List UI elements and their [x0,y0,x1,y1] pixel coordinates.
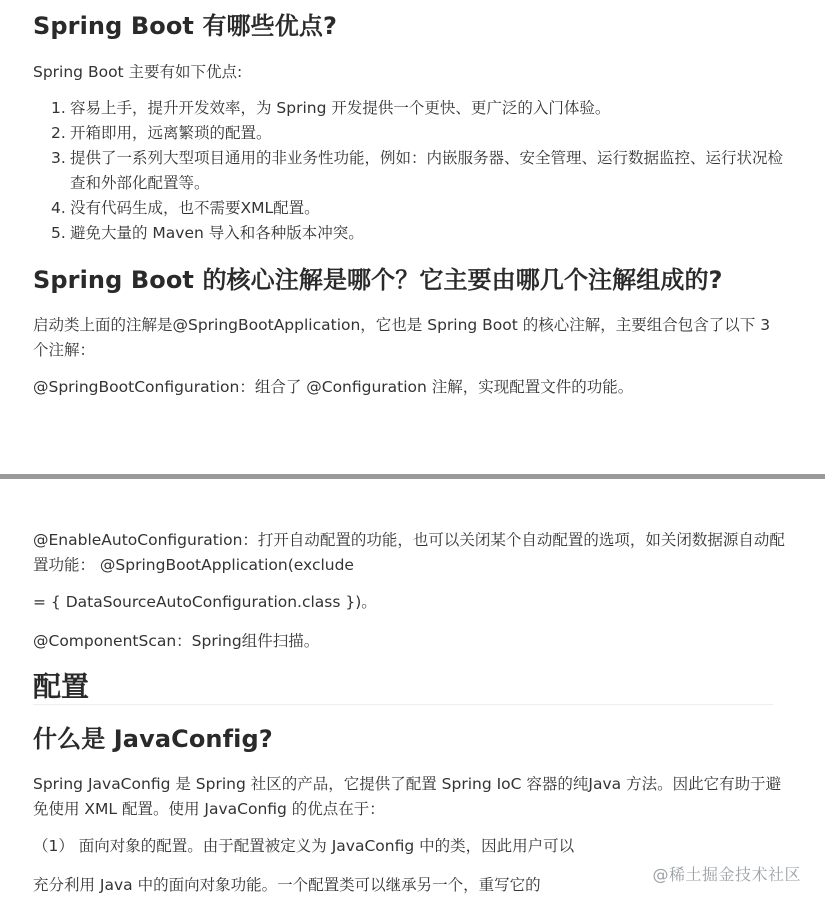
list-item: 2. 开箱即用，远离繁琐的配置。 [51,124,272,142]
advantages-intro: Spring Boot 主要有如下优点: [33,63,243,81]
enable-auto-configuration-continued: = { DataSourceAutoConfiguration.class })。 [33,593,377,611]
list-item: 4. 没有代码生成，也不需要XML配置。 [51,199,320,217]
enable-auto-configuration-text: @EnableAutoConfiguration：打开自动配置的功能，也可以关闭某个自动配置的选项，如关闭数据源自动配置功能： @SpringBootApplication(exclude [33,531,785,574]
spring-boot-configuration-text: @SpringBootConfiguration：组合了 @Configuration 注解，实现配置文件的功能。 [33,378,634,396]
heading-spring-boot-advantages: Spring Boot 有哪些优点? [33,12,337,40]
bottom-section [0,479,825,909]
list-item: 5. 避免大量的 Maven 导入和各种版本冲突。 [51,224,364,242]
component-scan-text: @ComponentScan：Spring组件扫描。 [33,632,320,650]
list-item: 1. 容易上手，提升开发效率，为 Spring 开发提供一个更快、更广泛的入门体验。 [51,99,611,117]
section-title-config: 配置 [33,670,90,703]
heading-core-annotation: Spring Boot 的核心注解是哪个？它主要由哪几个注解组成的? [33,266,723,294]
section-title-underline [33,704,773,705]
list-item: 3. 提供了一系列大型项目通用的非业务性功能，例如：内嵌服务器、安全管理、运行数据监控、运行状况检查和外部化配置等。 [51,149,784,192]
javaconfig-point-1: （1） 面向对象的配置。由于配置被定义为 JavaConfig 中的类，因此用户可以 [33,837,575,855]
javaconfig-point-1-continued: 充分利用 Java 中的面向对象功能。一个配置类可以继承另一个，重写它的 [33,876,541,894]
advantages-list [33,96,793,246]
javaconfig-description: Spring JavaConfig 是 Spring 社区的产品，它提供了配置 Spring IoC 容器的纯Java 方法。因此它有助于避免使用 XML 配置。使用 JavaConfig 的优点在于： [33,775,782,818]
core-annotation-description: 启动类上面的注解是@SpringBootApplication，它也是 Spring Boot 的核心注解，主要组合包含了以下 3 个注解： [33,316,771,359]
watermark-text: @稀土掘金技术社区 [652,865,801,884]
heading-what-is-javaconfig: 什么是 JavaConfig? [33,725,273,753]
